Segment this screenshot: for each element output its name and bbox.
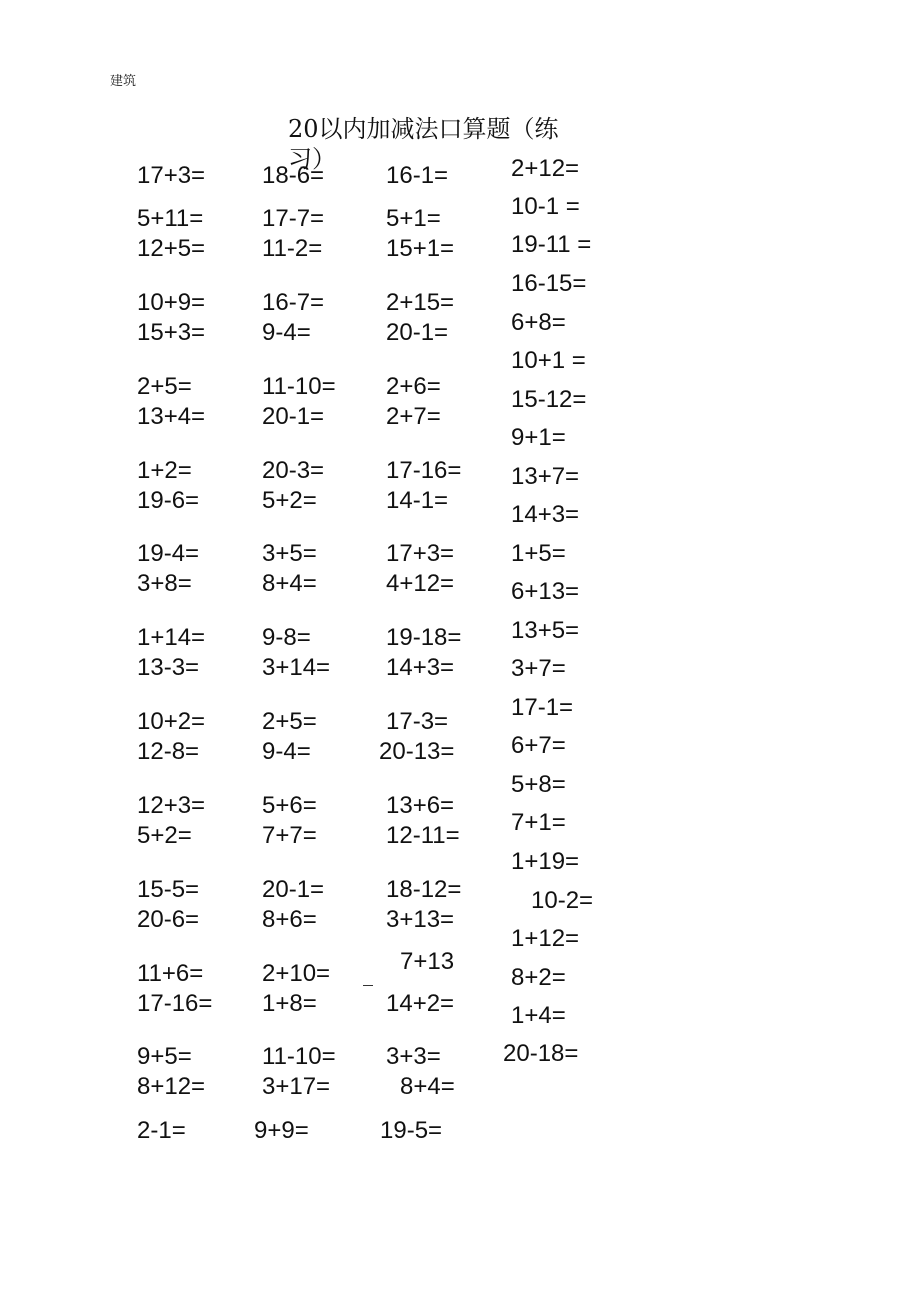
problem: 10+2= <box>137 708 206 735</box>
problem: 20-6= <box>137 906 200 933</box>
problem: 12-8= <box>137 738 200 765</box>
problem: 9+1= <box>511 424 566 451</box>
problem: 9+5= <box>137 1043 192 1070</box>
problem: 16-7= <box>262 289 325 316</box>
problem: 2+5= <box>137 373 192 400</box>
problem: 19-4= <box>137 540 200 567</box>
problem: 2+5= <box>262 708 317 735</box>
problem: 18-12= <box>386 876 462 903</box>
problem: 12+5= <box>137 235 206 262</box>
problem: 20-3= <box>262 457 325 484</box>
problem: 8+12= <box>137 1073 206 1100</box>
problem: 3+13= <box>386 906 455 933</box>
problem: 15-12= <box>511 386 587 413</box>
problem: 3+8= <box>137 570 192 597</box>
header-note: 建筑 <box>110 74 137 89</box>
problem: 6+13= <box>511 578 580 605</box>
problem: 10-1 = <box>511 193 580 220</box>
problem: 15+3= <box>137 319 206 346</box>
problem: 18-6= <box>262 162 325 189</box>
problem: 11-10= <box>262 1043 336 1070</box>
problem: 19-18= <box>386 624 462 651</box>
problem: 19-6= <box>137 487 200 514</box>
problem: 1+4= <box>511 1002 566 1029</box>
problem: 20-13= <box>379 738 455 765</box>
problem: 7+1= <box>511 809 566 836</box>
problem: 10+1 = <box>511 347 586 374</box>
problem: 7+7= <box>262 822 317 849</box>
problem: 4+12= <box>386 570 455 597</box>
problem: 17-1= <box>511 694 574 721</box>
problem: 8+4= <box>400 1073 455 1100</box>
problem: 3+14= <box>262 654 331 681</box>
problem: 9-4= <box>262 738 311 765</box>
problem: 19-5= <box>380 1117 443 1144</box>
problem: 13+4= <box>137 403 206 430</box>
problem: 14+3= <box>386 654 455 681</box>
problem: 13-3= <box>137 654 200 681</box>
problem: 15+1= <box>386 235 455 262</box>
problem: 5+2= <box>262 487 317 514</box>
problem: 20-1= <box>262 876 325 903</box>
problem: 12-11= <box>386 822 460 849</box>
problem: 6+8= <box>511 309 566 336</box>
problem: 9-8= <box>262 624 311 651</box>
problem: 3+3= <box>386 1043 441 1070</box>
problem: 20-1= <box>386 319 449 346</box>
problem: 14+3= <box>511 501 580 528</box>
problem: 2+6= <box>386 373 441 400</box>
problem: 5+2= <box>137 822 192 849</box>
problem: 19-11 = <box>511 231 592 258</box>
problem: 1+14= <box>137 624 206 651</box>
problem: 3+5= <box>262 540 317 567</box>
problem: 17-3= <box>386 708 449 735</box>
problem: 10+9= <box>137 289 206 316</box>
problem: 1+12= <box>511 925 580 952</box>
problem: 9+9= <box>254 1117 309 1144</box>
problem: 16-1= <box>386 162 449 189</box>
problem: 17-16= <box>386 457 462 484</box>
problem: 20-18= <box>503 1040 579 1067</box>
page-title: 20以内加减法口算题（练习） <box>288 115 559 173</box>
problem: 15-5= <box>137 876 200 903</box>
problem: 17-16= <box>137 990 213 1017</box>
problem: 17+3= <box>386 540 455 567</box>
problem: 8+4= <box>262 570 317 597</box>
problem: 5+6= <box>262 792 317 819</box>
problem: 5+11= <box>137 205 204 232</box>
problem: 1+19= <box>511 848 580 875</box>
stray-dash-mark <box>363 985 373 986</box>
problem: 20-1= <box>262 403 325 430</box>
problem: 8+2= <box>511 964 566 991</box>
problem: 3+7= <box>511 655 566 682</box>
problem: 12+3= <box>137 792 206 819</box>
problem: 1+2= <box>137 457 192 484</box>
problem: 2+10= <box>262 960 331 987</box>
problem: 17-7= <box>262 205 325 232</box>
problem: 6+7= <box>511 732 566 759</box>
problem: 2+7= <box>386 403 441 430</box>
problem: 14+2= <box>386 990 455 1017</box>
problem: 8+6= <box>262 906 317 933</box>
problem: 5+8= <box>511 771 566 798</box>
problem: 11+6= <box>137 960 204 987</box>
problem: 13+6= <box>386 792 455 819</box>
problem: 3+17= <box>262 1073 331 1100</box>
problem: 14-1= <box>386 487 449 514</box>
problem: 7+13 <box>400 948 455 975</box>
problem: 1+8= <box>262 990 317 1017</box>
problem: 2+12= <box>511 155 580 182</box>
problem: 2+15= <box>386 289 455 316</box>
problem: 5+1= <box>386 205 441 232</box>
problem: 11-2= <box>262 235 323 262</box>
problem: 9-4= <box>262 319 311 346</box>
problem: 16-15= <box>511 270 587 297</box>
problem: 1+5= <box>511 540 566 567</box>
problem: 2-1= <box>137 1117 186 1144</box>
problem: 13+5= <box>511 617 580 644</box>
problem: 17+3= <box>137 162 206 189</box>
problem: 13+7= <box>511 463 580 490</box>
problem: 11-10= <box>262 373 336 400</box>
problem: 10-2= <box>531 887 594 914</box>
